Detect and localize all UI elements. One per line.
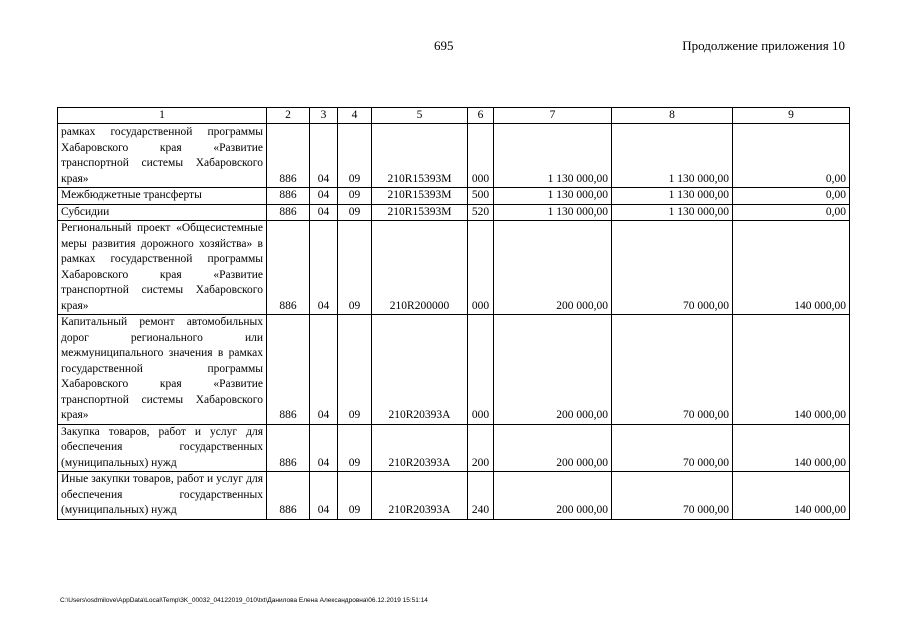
cell-target-article: 210R15393M bbox=[372, 188, 468, 205]
cell-amount: 1 130 000,00 bbox=[612, 188, 733, 205]
cell-amount: 0,00 bbox=[733, 124, 850, 188]
column-header: 8 bbox=[612, 108, 733, 124]
cell-amount: 70 000,00 bbox=[612, 472, 733, 520]
cell-subsection: 09 bbox=[338, 315, 372, 425]
cell-subsection: 09 bbox=[338, 204, 372, 221]
row-name: рамках государственной программы Хабаровского края «Развитие транспортной системы Хабаровского края» bbox=[58, 124, 267, 188]
cell-code: 886 bbox=[267, 424, 310, 472]
cell-code: 886 bbox=[267, 221, 310, 315]
cell-section: 04 bbox=[310, 124, 338, 188]
column-header: 1 bbox=[58, 108, 267, 124]
column-header: 3 bbox=[310, 108, 338, 124]
cell-target-article: 210R200000 bbox=[372, 221, 468, 315]
cell-amount: 1 130 000,00 bbox=[612, 204, 733, 221]
cell-amount: 1 130 000,00 bbox=[494, 124, 612, 188]
table-row bbox=[58, 424, 850, 472]
cell-expense-type: 500 bbox=[468, 188, 494, 205]
cell-amount: 140 000,00 bbox=[733, 315, 850, 425]
cell-amount: 140 000,00 bbox=[733, 221, 850, 315]
cell-amount: 0,00 bbox=[733, 188, 850, 205]
cell-target-article: 210R15393M bbox=[372, 204, 468, 221]
cell-section: 04 bbox=[310, 315, 338, 425]
cell-subsection: 09 bbox=[338, 424, 372, 472]
column-header: 4 bbox=[338, 108, 372, 124]
table-row bbox=[58, 472, 850, 520]
column-header: 5 bbox=[372, 108, 468, 124]
table-row bbox=[58, 204, 850, 221]
cell-expense-type: 000 bbox=[468, 315, 494, 425]
cell-section: 04 bbox=[310, 204, 338, 221]
cell-expense-type: 200 bbox=[468, 424, 494, 472]
page-number: 695 bbox=[434, 38, 454, 53]
cell-expense-type: 520 bbox=[468, 204, 494, 221]
column-header: 9 bbox=[733, 108, 850, 124]
cell-section: 04 bbox=[310, 472, 338, 520]
cell-code: 886 bbox=[267, 472, 310, 520]
cell-code: 886 bbox=[267, 188, 310, 205]
row-name: Региональный проект «Общесистемные меры развития дорожного хозяйства» в рамках государственной программы Хабаровского края «Развитие транспортной системы Хабаровского края» bbox=[58, 221, 267, 315]
cell-target-article: 210R20393A bbox=[372, 315, 468, 425]
cell-code: 886 bbox=[267, 204, 310, 221]
table-row bbox=[58, 124, 850, 188]
cell-expense-type: 000 bbox=[468, 221, 494, 315]
cell-amount: 70 000,00 bbox=[612, 221, 733, 315]
cell-amount: 140 000,00 bbox=[733, 424, 850, 472]
cell-expense-type: 000 bbox=[468, 124, 494, 188]
cell-amount: 0,00 bbox=[733, 204, 850, 221]
cell-amount: 1 130 000,00 bbox=[494, 204, 612, 221]
cell-expense-type: 240 bbox=[468, 472, 494, 520]
row-name: Капитальный ремонт автомобильных дорог регионального или межмуниципального значения в рамках государственной программы Хабаровского края «Развитие транспортной системы Хабаровского края» bbox=[58, 315, 267, 425]
cell-section: 04 bbox=[310, 188, 338, 205]
column-header: 2 bbox=[267, 108, 310, 124]
table-row bbox=[58, 315, 850, 425]
cell-amount: 200 000,00 bbox=[494, 424, 612, 472]
cell-target-article: 210R20393A bbox=[372, 424, 468, 472]
cell-amount: 140 000,00 bbox=[733, 472, 850, 520]
column-header: 6 bbox=[468, 108, 494, 124]
cell-amount: 200 000,00 bbox=[494, 315, 612, 425]
cell-subsection: 09 bbox=[338, 124, 372, 188]
budget-table bbox=[57, 107, 850, 520]
cell-target-article: 210R15393M bbox=[372, 124, 468, 188]
row-name: Межбюджетные трансферты bbox=[58, 188, 267, 205]
cell-section: 04 bbox=[310, 424, 338, 472]
table-header-row bbox=[58, 108, 850, 124]
cell-target-article: 210R20393A bbox=[372, 472, 468, 520]
row-name: Закупка товаров, работ и услуг для обеспечения государственных (муниципальных) нужд bbox=[58, 424, 267, 472]
cell-code: 886 bbox=[267, 124, 310, 188]
row-name: Субсидии bbox=[58, 204, 267, 221]
cell-amount: 200 000,00 bbox=[494, 221, 612, 315]
cell-amount: 1 130 000,00 bbox=[494, 188, 612, 205]
cell-amount: 200 000,00 bbox=[494, 472, 612, 520]
cell-amount: 1 130 000,00 bbox=[612, 124, 733, 188]
row-name: Иные закупки товаров, работ и услуг для обеспечения государственных (муниципальных) нужд bbox=[58, 472, 267, 520]
appendix-continuation-title: Продолжение приложения 10 bbox=[682, 38, 845, 53]
cell-section: 04 bbox=[310, 221, 338, 315]
cell-subsection: 09 bbox=[338, 221, 372, 315]
column-header: 7 bbox=[494, 108, 612, 124]
cell-subsection: 09 bbox=[338, 472, 372, 520]
file-path-footer: C:\Users\osdmilove\AppData\Local\Temp\3K_00032_04122019_010\txt\Данилова Елена Александровна\06.12.2019 15:51:14 bbox=[60, 597, 428, 604]
table-row bbox=[58, 221, 850, 315]
cell-amount: 70 000,00 bbox=[612, 424, 733, 472]
cell-amount: 70 000,00 bbox=[612, 315, 733, 425]
cell-subsection: 09 bbox=[338, 188, 372, 205]
cell-code: 886 bbox=[267, 315, 310, 425]
table-row bbox=[58, 188, 850, 205]
